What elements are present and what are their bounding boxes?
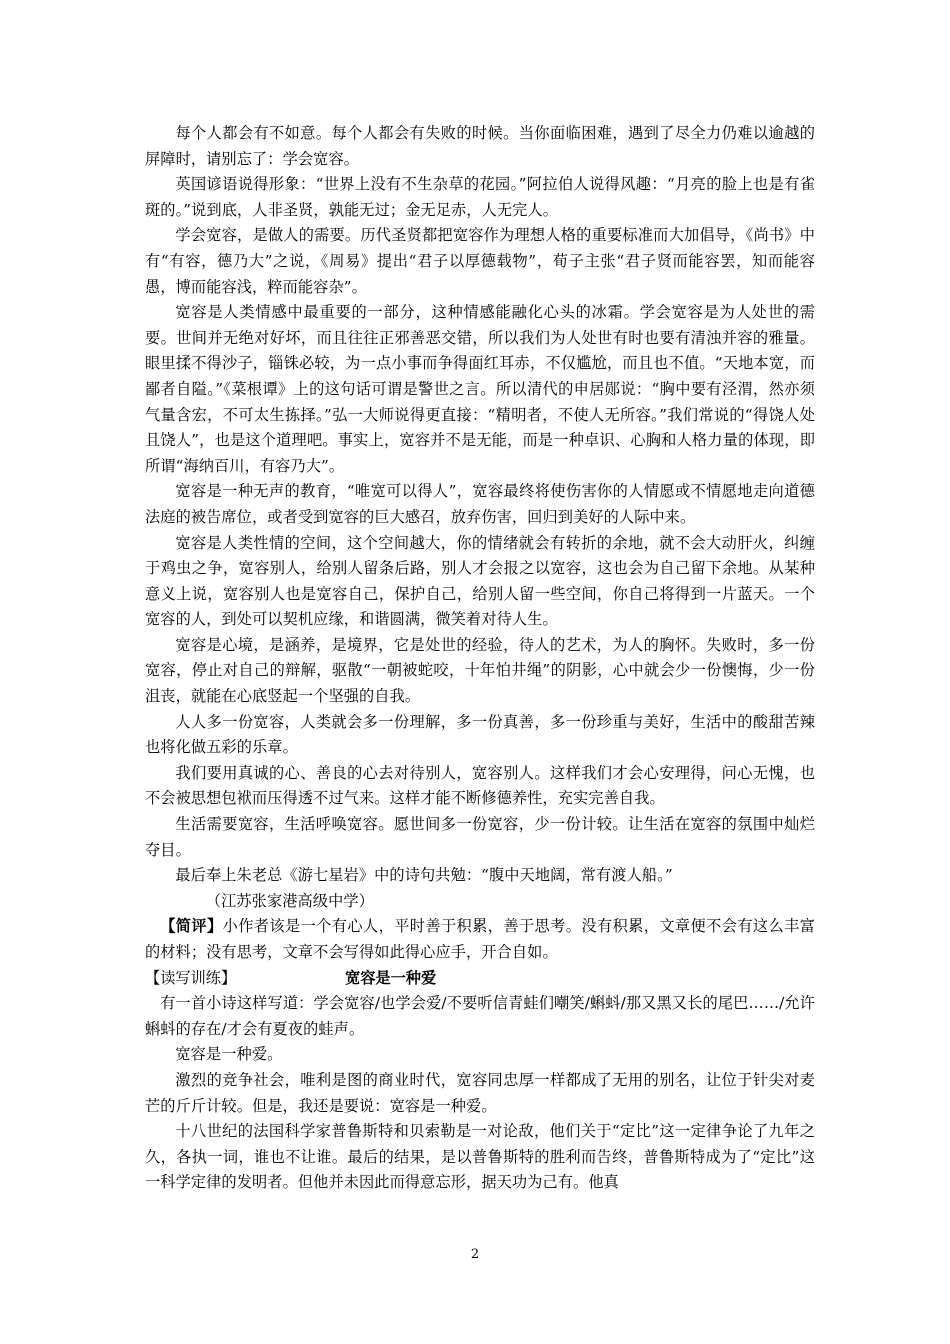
section-paragraph: 激烈的竞争社会，唯利是图的商业时代，宽容同忠厚一样都成了无用的别名，让位于针尖对麦芒的斤斤计较。但是，我还是要说：宽容是一种爱。 bbox=[145, 1070, 815, 1115]
body-paragraph: 宽容是人类性情的空间，这个空间越大，你的情绪就会有转折的余地，就不会大动肝火，纠缠于鸡虫之争，宽容别人，给别人留条后路，别人才会报之以宽容，这也会为自己留下余地。从某种意义上说，宽容别人也是宽容自己，保护自己，给别人留一些空间，你自己将得到一片蓝天。一个宽容的人，到处可以契机应缘，和谐圆满，微笑着对待人生。 bbox=[145, 533, 815, 629]
section-paragraph: 有一首小诗这样写道：学会宽容/也学会爱/不要听信青蛙们嘲笑/蝌蚪/那又黑又长的尾巴……/允许蝌蚪的存在/才会有夏夜的蛙声。 bbox=[145, 994, 815, 1038]
comment-text: 小作者该是一个有心人，平时善于积累，善于思考。没有积累，文章便不会有这么丰富的材料；没有思考，文章不会写得如此得心应手，开合自如。 bbox=[145, 917, 815, 961]
body-paragraph: 宽容是人类情感中最重要的一部分，这种情感能融化心头的冰霜。学会宽容是为人处世的需要。世间并无绝对好坏，而且往往正邪善恶交错，所以我们为人处世有时也要有清浊并容的雅量。眼里揉不得沙子，锱铢必较，为一点小事而争得面红耳赤，不仅尴尬，而且也不值。“天地本宽，而鄙者自隘。”《菜根谭》上的这句话可谓是警世之言。所以清代的申居郧说：“胸中要有泾渭，然亦须气量含宏，不可太生拣择。”弘一大师说得更直接：“精明者，不使人无所容。”我们常说的“得饶人处且饶人”，也是这个道理吧。事实上，宽容并不是无能，而是一种卓识、心胸和人格力量的体现，即所谓“海纳百川，有容乃大”。 bbox=[145, 303, 815, 475]
section-paragraph: 宽容是一种爱。 bbox=[175, 1045, 283, 1064]
body-paragraph: 我们要用真诚的心、善良的心去对待别人，宽容别人。这样我们才会心安理得，问心无愧，也不会被思想包袱而压得透不过气来。这样才能不断修德养性，充实完善自我。 bbox=[145, 763, 815, 808]
body-paragraph: 生活需要宽容，生活呼唤宽容。愿世间多一份宽容，少一份计较。让生活在宽容的氛围中灿烂夺目。 bbox=[145, 815, 815, 859]
body-paragraph: 英国谚语说得形象：“世界上没有不生杂草的花园。”阿拉伯人说得风趣：“月亮的脸上也是有雀斑的。”说到底，人非圣贤，孰能无过；金无足赤，人无完人。 bbox=[145, 175, 815, 219]
body-paragraph: 宽容是心境，是涵养，是境界，它是处世的经验，待人的艺术，为人的胸怀。失败时，多一份宽容，停止对自己的辩解，驱散“一朝被蛇咬，十年怕井绳”的阴影，心中就会少一份懊悔，少一份沮丧，就能在心底竖起一个坚强的自我。 bbox=[145, 635, 815, 706]
section-heading bbox=[145, 966, 815, 992]
comment-label: 【简评】 bbox=[160, 917, 223, 936]
body-paragraph: 宽容是一种无声的教育，“唯宽可以得人”，宽容最终将使伤害你的人情愿或不情愿地走向道德法庭的被告席位，或者受到宽容的巨大感召，放弃伤害，回归到美好的人际中来。 bbox=[145, 482, 815, 526]
body-paragraph: 最后奉上朱老总《游七星岩》中的诗句共勉：“腹中天地阔，常有渡人船。” bbox=[175, 866, 673, 885]
page-number: 2 bbox=[470, 1247, 480, 1262]
body-paragraph: 人人多一份宽容，人类就会多一份理解，多一份真善，多一份珍重与美好，生活中的酸甜苦辣也将化做五彩的乐章。 bbox=[145, 712, 815, 757]
section-paragraph: 十八世纪的法国科学家普鲁斯特和贝索勒是一对论敌，他们关于“定比”这一定律争论了九年之久，各执一词，谁也不让谁。最后的结果，是以普鲁斯特的胜利而告终，普鲁斯特成为了“定比”这一科学定律的发明者。但他并未因此而得意忘形，据天功为己有。他真 bbox=[145, 1122, 815, 1192]
body-paragraph: 学会宽容，是做人的需要。历代圣贤都把宽容作为理想人格的重要标准而大加倡导，《尚书》中有“有容，德乃大”之说，《周易》提出“君子以厚德载物”，荀子主张“君子贤而能容罢，知而能容愚，博而能容浅，粹而能容杂”。 bbox=[145, 226, 815, 296]
section-label: 【读写训练】 bbox=[145, 968, 237, 987]
source-attribution: （江苏张家港高级中学） bbox=[205, 891, 374, 910]
comment-paragraph bbox=[145, 914, 815, 965]
document-body bbox=[145, 121, 815, 1196]
section-title: 宽容是一种爱 bbox=[345, 968, 437, 987]
body-paragraph: 每个人都会有不如意。每个人都会有失败的时候。当你面临困难，遇到了尽全力仍难以逾越的屏障时，请别忘了：学会宽容。 bbox=[145, 124, 815, 168]
